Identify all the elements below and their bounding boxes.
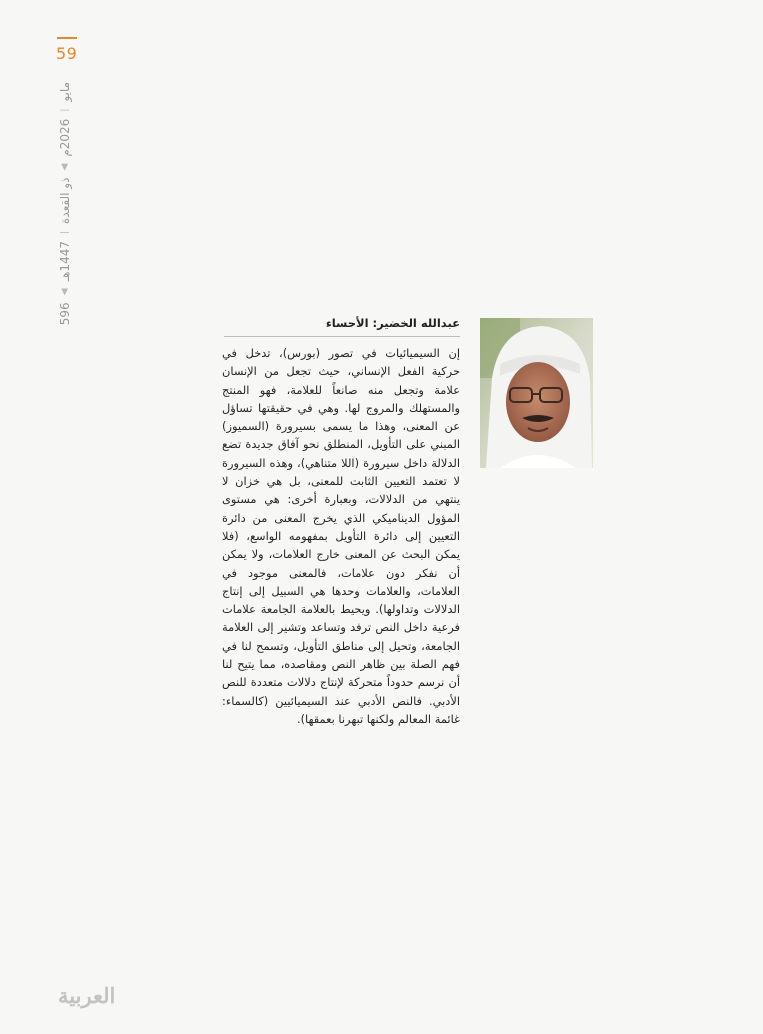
- divider-bar: |: [60, 108, 70, 112]
- article-column: [222, 316, 460, 728]
- triangle-icon: ◀: [60, 163, 70, 171]
- gregorian-month: مايو: [58, 82, 72, 102]
- publication-logo: العربية: [58, 983, 116, 1008]
- hijri-year: 1447هـ: [58, 241, 72, 282]
- article-body: إن السيميائيات في تصور (بورس)، تدخل في حركية الفعل الإنساني، حيث تجعل من الإنسان علامة وتجعل منه صانعاً للعلامة، فهو المنتج والمستهلك والمروج لها. وهي في حقيقتها تساؤل عن المعنى، وهذا ما يسمى بسيرورة (السميوز) المبني على التأويل، المنطلق نحو آفاق جديدة تضع الدلالة داخل سيرورة (اللا متناهي)، وهذه السيرورة لا تعتمد التعيين الثابت للمعنى، بل هي خزان لا ينتهي من الدلالات، وبعبارة أخرى: هي مستوى المؤول الديناميكي الذي يخرج المعنى من دائرة التعيين إلى دائرة التأويل بمفهومه الواسع، (فلا يمكن البحث عن المعنى خارج العلامات، ولا يمكن أن نفكر دون علامات، فالمعنى موجود في العلامات، والعلامات وحدها هي السبيل إلى إنتاج الدلالات وتداولها). ويحيط بالعلامة الجامعة علامات فرعية داخل النص ترفد وتساعد وتشير إلى العلامة الجامعة، وتحيل إلى مناطق التأويل، وتسمح لنا في فهم الصلة بين ظاهر النص ومقاصده، مما يتيح لنا أن نرسم حدوداً متحركة لإنتاج دلالات متعددة للنص الأدبي. فالنص الأدبي عند السيميائيين (كالسماء: غائمة المعالم ولكنها تبهرنا بعمقها).: [222, 346, 460, 726]
- page-number: 59: [56, 44, 78, 63]
- issue-metadata: [58, 82, 72, 326]
- byline-divider: [224, 336, 460, 337]
- gregorian-year: 2026م: [58, 118, 72, 157]
- author-byline: عبدالله الخضير: الأحساء: [325, 316, 460, 330]
- issue-number: 596: [58, 302, 72, 326]
- triangle-icon: ◀: [60, 288, 70, 296]
- page-number-rule: [57, 37, 77, 39]
- author-photo: [480, 318, 593, 468]
- hijri-month: ذو القعدة: [58, 177, 72, 224]
- divider-bar: |: [60, 230, 70, 235]
